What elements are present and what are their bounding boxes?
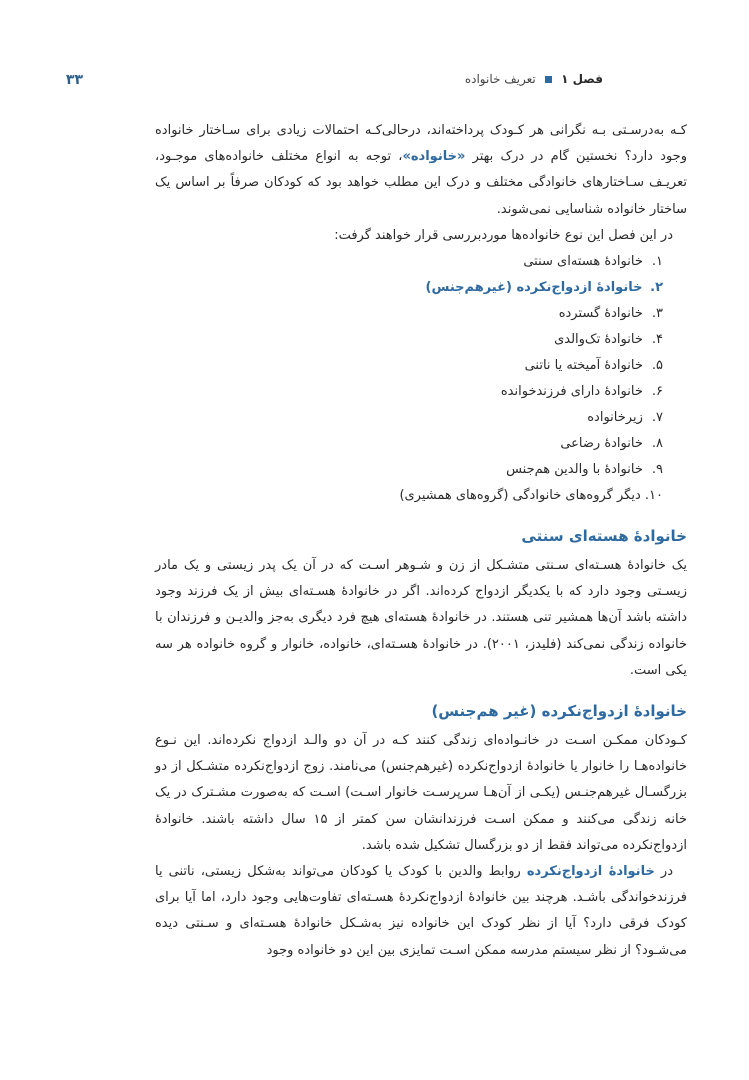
- section-body-nuclear-family: یک خانوادهٔ هسـته‌ای سـنتی متشـکل از زن و شـوهر اسـت که در آن یک پدر زیستی و یک مادر زیسـتی وجود دارد که با یکدیگر ازدواج کرده‌اند. اگر در خانوادهٔ هسـته‌ای بیش از یک فرزند وجود داشته باشد آن‌ها همشیر تنی هستند. در خانوادهٔ هسته‌ای هیچ فرد دیگری به‌جز والدیـن و فرزندان با خانواده زندگی نمی‌کند (فلیدز، ۲۰۰۱). در خانوادهٔ هسـته‌ای، خانواده، خانوار و گروه خانواده هر سه یکی است.: [155, 558, 687, 678]
- intro-text-2: ، توجه به انواع مختلف خانواده‌های موجـود، تعریـف سـاختارهای خانوادگی مختلف و درک این مطلب خواهد بود که کودکان صرفاً بر اساس یک ساختار خانواده شناسایی نمی‌شوند.: [155, 149, 687, 217]
- section-heading-nuclear-family: خانوادهٔ هسته‌ای سنتی: [521, 527, 687, 546]
- intro-highlight: «خانواده»: [402, 149, 466, 165]
- list-item: ۵. خانوادهٔ آمیخته یا ناتنی: [524, 358, 663, 374]
- list-item: ۱۰. دیگر گروه‌های خانوادگی (گروه‌های همشیری): [399, 488, 663, 504]
- list-item: ۱. خانوادهٔ هسته‌ای سنتی: [523, 254, 663, 270]
- list-item: ۶. خانوادهٔ دارای فرزندخوانده: [500, 384, 663, 400]
- list-item: ۲. خانوادهٔ ازدواج‌نکرده (غیرهم‌جنس): [425, 280, 663, 296]
- section-heading-unmarried-family: خانوادهٔ ازدواج‌نکرده (غیر هم‌جنس): [431, 702, 687, 721]
- page-content: [155, 118, 687, 964]
- list-item: ۳. خانوادهٔ گسترده: [558, 306, 663, 322]
- page-number: ۳۳: [66, 72, 84, 88]
- chapter-label: فصل ۱: [561, 72, 603, 86]
- intro-paragraph: [155, 118, 687, 223]
- section-body-unmarried-family-2: در خانوادهٔ ازدواج‌نکرده روابط والدین با کودک یا کودکان می‌تواند به‌شکل زیستی، ناتنی یا فرزندخواندگی باشـد. هرچند بین خانوادهٔ ازدواج‌نکردهٔ هسـته‌ای تفاوت‌هایی وجود دارد، اما آیا برای کودک فرقی دارد؟ آیا از نظر کودک این خانواده نیز به‌شـکل خانوادهٔ هسـته‌ای و سـنتی دیده می‌شـود؟ از نظر سیستم مدرسه ممکن اسـت تمایزی بین این دو خانواده وجود: [155, 864, 687, 958]
- family-types-list: [155, 249, 687, 509]
- list-item: ۷. زیرخانواده: [587, 410, 663, 426]
- chapter-title: تعریف خانواده: [464, 72, 536, 86]
- list-item: ۴. خانوادهٔ تک‌والدی: [554, 332, 663, 348]
- list-item: ۸. خانوادهٔ رضاعی: [560, 436, 663, 452]
- running-head: [465, 72, 603, 86]
- inline-highlight: خانوادهٔ ازدواج‌نکرده: [526, 864, 655, 880]
- square-bullet-icon: [545, 76, 552, 83]
- section-body-unmarried-family: کـودکان ممکـن اسـت در خانـواده‌ای زندگی کنند کـه در آن دو والـد ازدواج نکرده‌اند. این نـوع خانواده‌هـا را خانوار یا خانوادهٔ ازدواج‌نکرده (غیرهم‌جنس) می‌نامند. زوج ازدواج‌نکرده متشـکل از دو بزرگسـال غیرهم‌جنـس (یکـی از آن‌هـا سرپرسـت خانوار اسـت) اسـت که به‌صورت مشـترک در یک خانه زندگی می‌کنند و ممکن اسـت فرزندانشان سن کمتر از ۱۵ سال داشته باشند. خانوادهٔ ازدواج‌نکرده می‌تواند فقط از دو بزرگسال تشکیل شده باشد.: [155, 733, 687, 853]
- list-item: ۹. خانوادهٔ با والدین هم‌جنس: [506, 462, 663, 478]
- page-header: [66, 72, 603, 96]
- intro-text-1: کـه به‌درسـتی بـه نگرانی هر کـودک پرداخته‌اند، درحالی‌کـه احتمالات زیادی برای سـاختار خانواده وجود دارد؟ نخستین گام در درک بهتر: [155, 123, 687, 165]
- list-intro: در این فصل این نوع خانواده‌ها موردبررسی قرار خواهند گرفت:: [334, 227, 673, 243]
